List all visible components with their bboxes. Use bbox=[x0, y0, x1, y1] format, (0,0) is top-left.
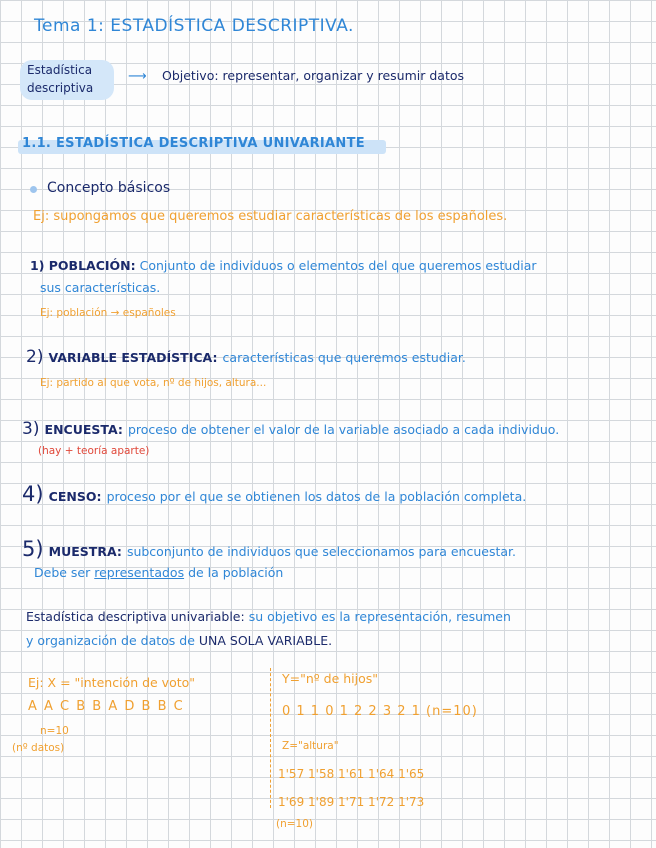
example-z-row-2: 1'69 1'89 1'71 1'72 1'73 bbox=[278, 795, 425, 809]
censo-definition: proceso por el que se obtienen los datos de la población completa. bbox=[106, 489, 527, 504]
muestra-definition: subconjunto de individuos que seleccionamos para encuestar. bbox=[126, 544, 516, 559]
example-y-n: (n=10) bbox=[426, 704, 478, 719]
univariable-text-2b: UNA SOLA VARIABLE. bbox=[198, 633, 333, 648]
muestra-text-a: Debe ser bbox=[34, 565, 91, 580]
poblacion-definition: Conjunto de individuos o elementos del que queremos estudiar bbox=[139, 258, 537, 273]
univariable-text-2a: y organización de datos de bbox=[26, 633, 195, 648]
variable-example: Ej: partido al que vota, nº de hijos, altura... bbox=[40, 377, 267, 389]
poblacion-definition-2: sus características. bbox=[40, 280, 161, 295]
encuesta-heading: ENCUESTA: bbox=[44, 422, 123, 437]
example-y-values: 0 1 1 0 1 2 2 3 2 1 bbox=[282, 704, 421, 719]
univariable-text-1: su objetivo es la representación, resumen bbox=[248, 609, 511, 624]
arrow-icon: ⟶ bbox=[128, 69, 147, 84]
muestra-number: 5) bbox=[22, 537, 44, 561]
poblacion-example: Ej: población → españoles bbox=[40, 307, 176, 319]
example-z-row-1: 1'57 1'58 1'61 1'64 1'65 bbox=[278, 767, 425, 781]
encuesta-note: (hay + teoría aparte) bbox=[38, 445, 150, 457]
variable-definition: características que queremos estudiar. bbox=[222, 350, 466, 365]
univariable-line-2 bbox=[26, 634, 332, 648]
example-y-data bbox=[282, 705, 478, 720]
muestra-definition-2 bbox=[34, 566, 283, 580]
censo-item bbox=[22, 482, 526, 506]
bullet-icon bbox=[30, 186, 37, 193]
example-z-n: (n=10) bbox=[276, 818, 314, 830]
muestra-text-b: representados bbox=[94, 565, 185, 580]
variable-number: 2) bbox=[26, 347, 44, 367]
variable-heading: VARIABLE ESTADÍSTICA: bbox=[48, 350, 218, 365]
encuesta-item bbox=[22, 420, 559, 440]
column-divider bbox=[270, 668, 271, 808]
example-x-n-note: (nº datos) bbox=[12, 742, 65, 754]
example-x-label: Ej: X = "intención de voto" bbox=[28, 675, 196, 690]
conceptos-heading: Concepto básicos bbox=[47, 180, 171, 196]
example-x-n: n=10 bbox=[40, 725, 69, 737]
box-line-1: Estadística bbox=[27, 63, 93, 77]
encuesta-number: 3) bbox=[22, 419, 40, 439]
poblacion-item bbox=[30, 259, 537, 273]
censo-number: 4) bbox=[22, 482, 44, 506]
example-intro: Ej: supongamos que queremos estudiar características de los españoles. bbox=[33, 209, 508, 224]
muestra-item bbox=[22, 537, 516, 561]
example-x-data: A A C B B A D B B C bbox=[28, 699, 185, 714]
section-heading: 1.1. ESTADÍSTICA DESCRIPTIVA UNIVARIANTE bbox=[22, 136, 365, 151]
muestra-heading: MUESTRA: bbox=[48, 544, 122, 559]
example-z-label: Z="altura" bbox=[282, 740, 339, 752]
encuesta-definition: proceso de obtener el valor de la variable asociado a cada individuo. bbox=[127, 422, 560, 437]
univariable-line-1 bbox=[26, 610, 511, 624]
page-title: Tema 1: ESTADÍSTICA DESCRIPTIVA. bbox=[34, 16, 354, 36]
muestra-text-c: de la población bbox=[188, 565, 284, 580]
univariable-heading: Estadística descriptiva univariable: bbox=[26, 609, 245, 624]
poblacion-heading: 1) POBLACIÓN: bbox=[30, 258, 136, 273]
box-line-2: descriptiva bbox=[27, 81, 94, 95]
objective-text: Objetivo: representar, organizar y resumir datos bbox=[162, 68, 465, 83]
censo-heading: CENSO: bbox=[48, 489, 102, 504]
variable-item bbox=[26, 348, 466, 368]
example-y-label: Y="nº de hijos" bbox=[282, 671, 379, 686]
